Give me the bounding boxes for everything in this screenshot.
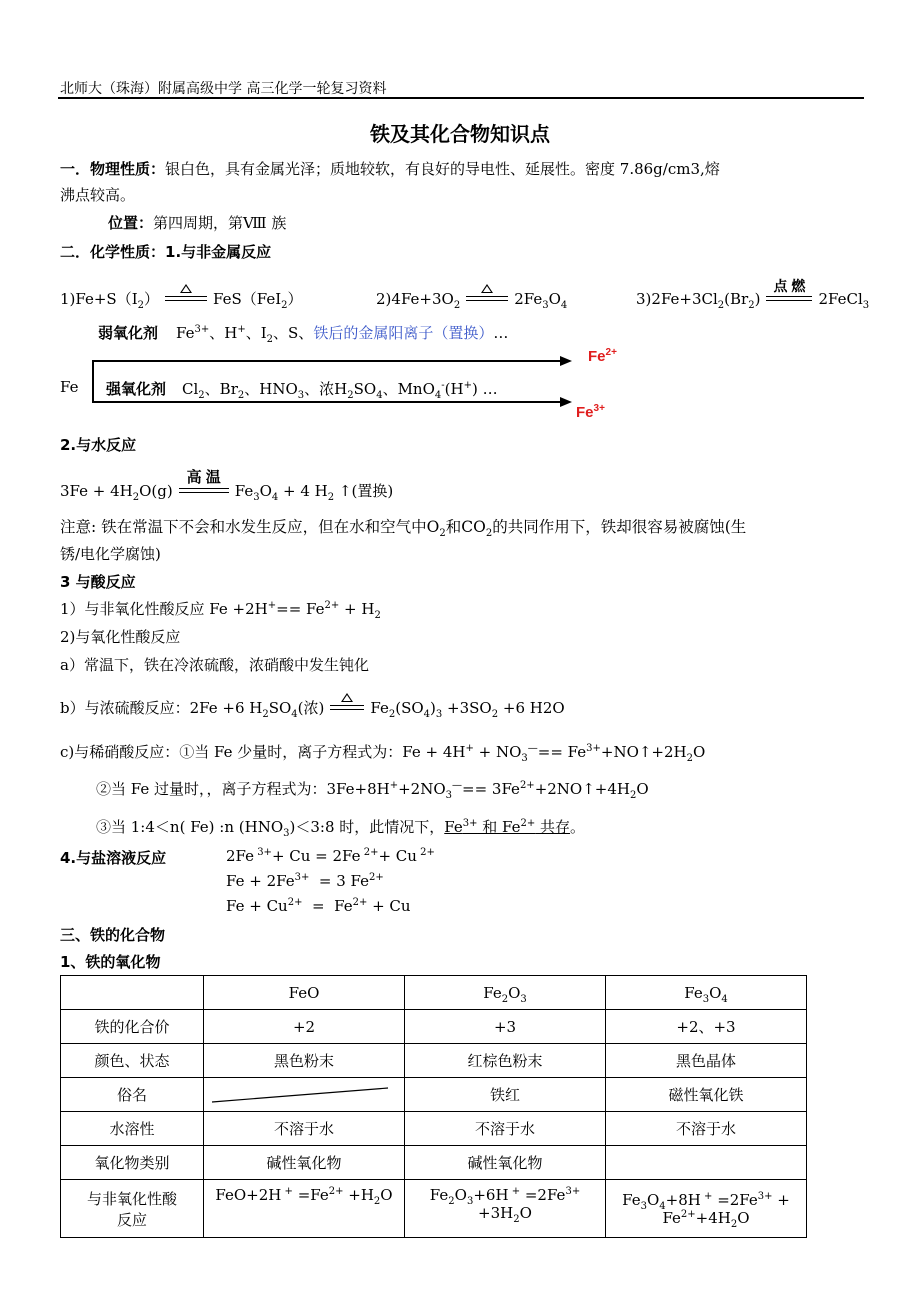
table-cell: 磁性氧化铁 [606,1078,807,1112]
physical-text: 银白色，具有金属光泽；质地较软，有良好的导电性、延展性。密度 7.86g/cm3,熔 [165,160,720,178]
reaction-3: $3)2Fe+3Cl_2(Br_2)$ 点 燃 2FeCl$_3$ [636,278,870,311]
table-cell: 红棕色粉末 [405,1044,606,1078]
table-cell: 铁的化合价 [61,1010,204,1044]
table-cell: +2 [204,1010,405,1044]
physical-properties [60,158,720,179]
coexist: $Fe^{3+}$ 和 $Fe^{2+}$ 共存 [444,818,571,836]
r2-left: 2)4Fe+3O [376,290,454,308]
table-cell [61,1180,204,1238]
table-row [61,1146,807,1180]
table-cell: +2、+3 [606,1010,807,1044]
note1-text: 注意: 铁在常温下不会和水发生反应，但在水和空气中O [60,518,440,536]
acid-1: 1）与非氧化性酸反应 $Fe +2H^+== Fe^{2+} + H_2$ [60,600,381,621]
heat-condition [165,288,207,306]
strike-line [208,1080,392,1110]
physical-label: 一．物理性质： [60,160,166,178]
high-temp-label: 高 温 [186,469,221,486]
high-temp-condition [179,469,229,498]
table-row [61,1010,807,1044]
salt-label: 4.与盐溶液反应 [60,849,167,867]
chemical-properties-label: 二．化学性质：1.与非金属反应 [60,243,272,261]
strong-oxidizer: 强氧化剂 $Cl_2$、$Br_2$、$HNO_3$、浓$H_2SO_4$、MnO$_4$-(H+) … [106,380,498,401]
table-cell: 不溶于水 [405,1112,606,1146]
position-label: 位置： [108,214,154,232]
table-header-cell: FeO [204,976,405,1010]
oxides-table [60,975,807,1238]
weak-text: Fe [176,324,195,342]
salt-eq-1-text: 2Fe [226,847,255,865]
compounds-label: 三、铁的化合物 [60,926,166,944]
table-row [61,1112,807,1146]
table-cell: 氧化物类别 [61,1146,204,1180]
weak-oxidizer: 弱氧化剂 $Fe^{3+}$、H+、$I_2$、S、铁后的金属阳离子（置换）… [98,324,509,345]
acid-c3-text: ③当 1:4＜n( Fe) :n (HNO [96,818,284,836]
weak-blue: 铁后的金属阳离子（置换） [313,324,494,342]
table-header-cell: $Fe_2O_3$ [405,976,606,1010]
bottom-arrow-head [560,397,572,407]
fe2-product: $Fe^{2+}$ [588,347,617,365]
acid-c1: c)与稀硝酸反应：①当 Fe 少量时，离子方程式为：$Fe + 4H^+ + NO_3^—==$ $Fe^{3+}+NO↑+2H_2O$ [60,743,706,764]
strong-label: 强氧化剂 [106,380,167,398]
page-header: 北师大（珠海）附属高级中学 高三化学一轮复习资料 [60,81,387,97]
position-text: 第四周期，第Ⅷ 族 [153,214,287,232]
table-header-cell: $Fe_3O_4$ [606,976,807,1010]
table-cell: 不溶于水 [204,1112,405,1146]
heat-condition [466,288,508,306]
oxides-label: 1、铁的氧化物 [60,953,161,971]
acid-label: 3 与酸反应 [60,573,136,591]
table-cell: 颜色、状态 [61,1044,204,1078]
weak-label: 弱氧化剂 [98,324,159,342]
fe3-product: $Fe^{3+}$ [576,403,605,421]
acid-c1-text: c)与稀硝酸反应：①当 Fe 少量时，离子方程式为：Fe + 4H [60,743,466,761]
table-cell: 不溶于水 [606,1112,807,1146]
reaction-2: $2)4Fe+3O_2$ $2Fe_3O_4$ [376,288,567,308]
table-header-cell [61,976,204,1010]
last-label-1: 与非氧化性酸 [86,1189,177,1208]
water-right: Fe [234,482,254,500]
heat-condition [330,697,364,715]
table-header-row [61,976,807,1010]
table-row [61,1180,807,1238]
acid-3: a）常温下，铁在冷浓硫酸，浓硝酸中发生钝化 [60,656,369,674]
acid-c2: ②当 Fe 过量时，，离子方程式为：$3Fe+8H^++2NO_3^—==$ $3Fe^{2+}+2NO↑+4H_2O$ [96,780,649,801]
ignite-label: 点 燃 [773,278,806,294]
r1-left: 1)Fe+S（I [60,290,138,308]
table-cell: FeO+2H $^+ =Fe^{2+} +H_2O$ [204,1180,405,1238]
r2-right: 2Fe [514,290,543,308]
water-label: 2.与水反应 [60,436,137,454]
table-cell: $Fe_3O_4+8H$ $^+ =2Fe^{3+}$ + $Fe^{2+}+4H_2O$ [606,1180,807,1238]
reaction-1: $1)Fe+S(I_2)$ FeS（FeI$_2$） [60,288,303,309]
water-left: 3Fe + 4H [60,482,133,500]
acid-c3: ③当 1:4＜n( Fe) :n $(HNO_3)<3:8$ 时，此情况下，$Fe^{3+}$ 和 $Fe^{2+}$ 共存。 [96,818,586,839]
top-arrow-line [92,360,562,362]
acid-2: 2)与氧化性酸反应 [60,628,181,646]
fe-label: Fe [60,378,79,396]
water-reaction: $3Fe + 4H_2O(g)$ 高 温 $Fe_3O_4 + 4$ $H_2$ ↑(置换) [60,480,393,501]
water-note-1: 注意: 铁在常温下不会和水发生反应，但在水和空气中$O_2$和$CO_2$的共同作用下，铁却很容易被腐蚀(生 [60,518,747,540]
water-note-2: 锈/电化学腐蚀) [60,545,161,563]
r3-left: 3)2Fe+3Cl [636,290,718,308]
acid-c2-text: ②当 Fe 过量时，，离子方程式为：3Fe+8H [96,780,390,798]
salt-eq-2-text: Fe + 2Fe [226,872,295,890]
physical-text-2: 沸点较高。 [60,186,136,204]
bottom-arrow-line [92,401,562,403]
table-cell [606,1146,807,1180]
table-cell-empty [204,1078,405,1112]
table-cell: 黑色粉末 [204,1044,405,1078]
bracket-line [92,360,94,402]
acid-b: b）与浓硫酸反应：2Fe +6 $H_2SO_4$(浓) $Fe_2(SO_4)_3 +3SO_2 +6$ H2O [60,697,565,718]
table-row [61,1044,807,1078]
table-cell: 碱性氧化物 [405,1146,606,1180]
top-arrow-head [560,356,572,366]
table-cell: 碱性氧化物 [204,1146,405,1180]
position [108,212,286,233]
acid-1-text: 1）与非氧化性酸反应 Fe +2H [60,600,268,618]
strong-text: Cl [182,380,199,398]
table-cell: 水溶性 [61,1112,204,1146]
table-cell: 俗名 [61,1078,204,1112]
salt-eq-3-text: Fe + Cu [226,897,288,915]
table-cell: $Fe_2O_3+6H$ $^+ =2Fe^{3+} +3H_2O$ [405,1180,606,1238]
table-cell: 铁红 [405,1078,606,1112]
last-label-2: 反应 [116,1210,147,1229]
table-cell: +3 [405,1010,606,1044]
r3-right: 2FeCl [818,290,863,308]
salt-eq-1: 2Fe $^{3+}$+ Cu = 2Fe $^{2+}$+ Cu $^{2+}$ [226,847,435,865]
salt-eq-2: $Fe + 2Fe^{3+} = 3$ $Fe^{2+}$ [226,872,384,890]
header-rule [58,97,864,99]
table-cell: 黑色晶体 [606,1044,807,1078]
r1-right: FeS（FeI [213,290,282,308]
ignite-condition [766,278,812,306]
page-title: 铁及其化合物知识点 [370,122,550,146]
salt-eq-3: $Fe + Cu^{2+} = Fe^{2+} + Cu$ [226,897,411,915]
acid-b-text: b）与浓硫酸反应：2Fe +6 H [60,699,263,717]
table-row [61,1078,807,1112]
